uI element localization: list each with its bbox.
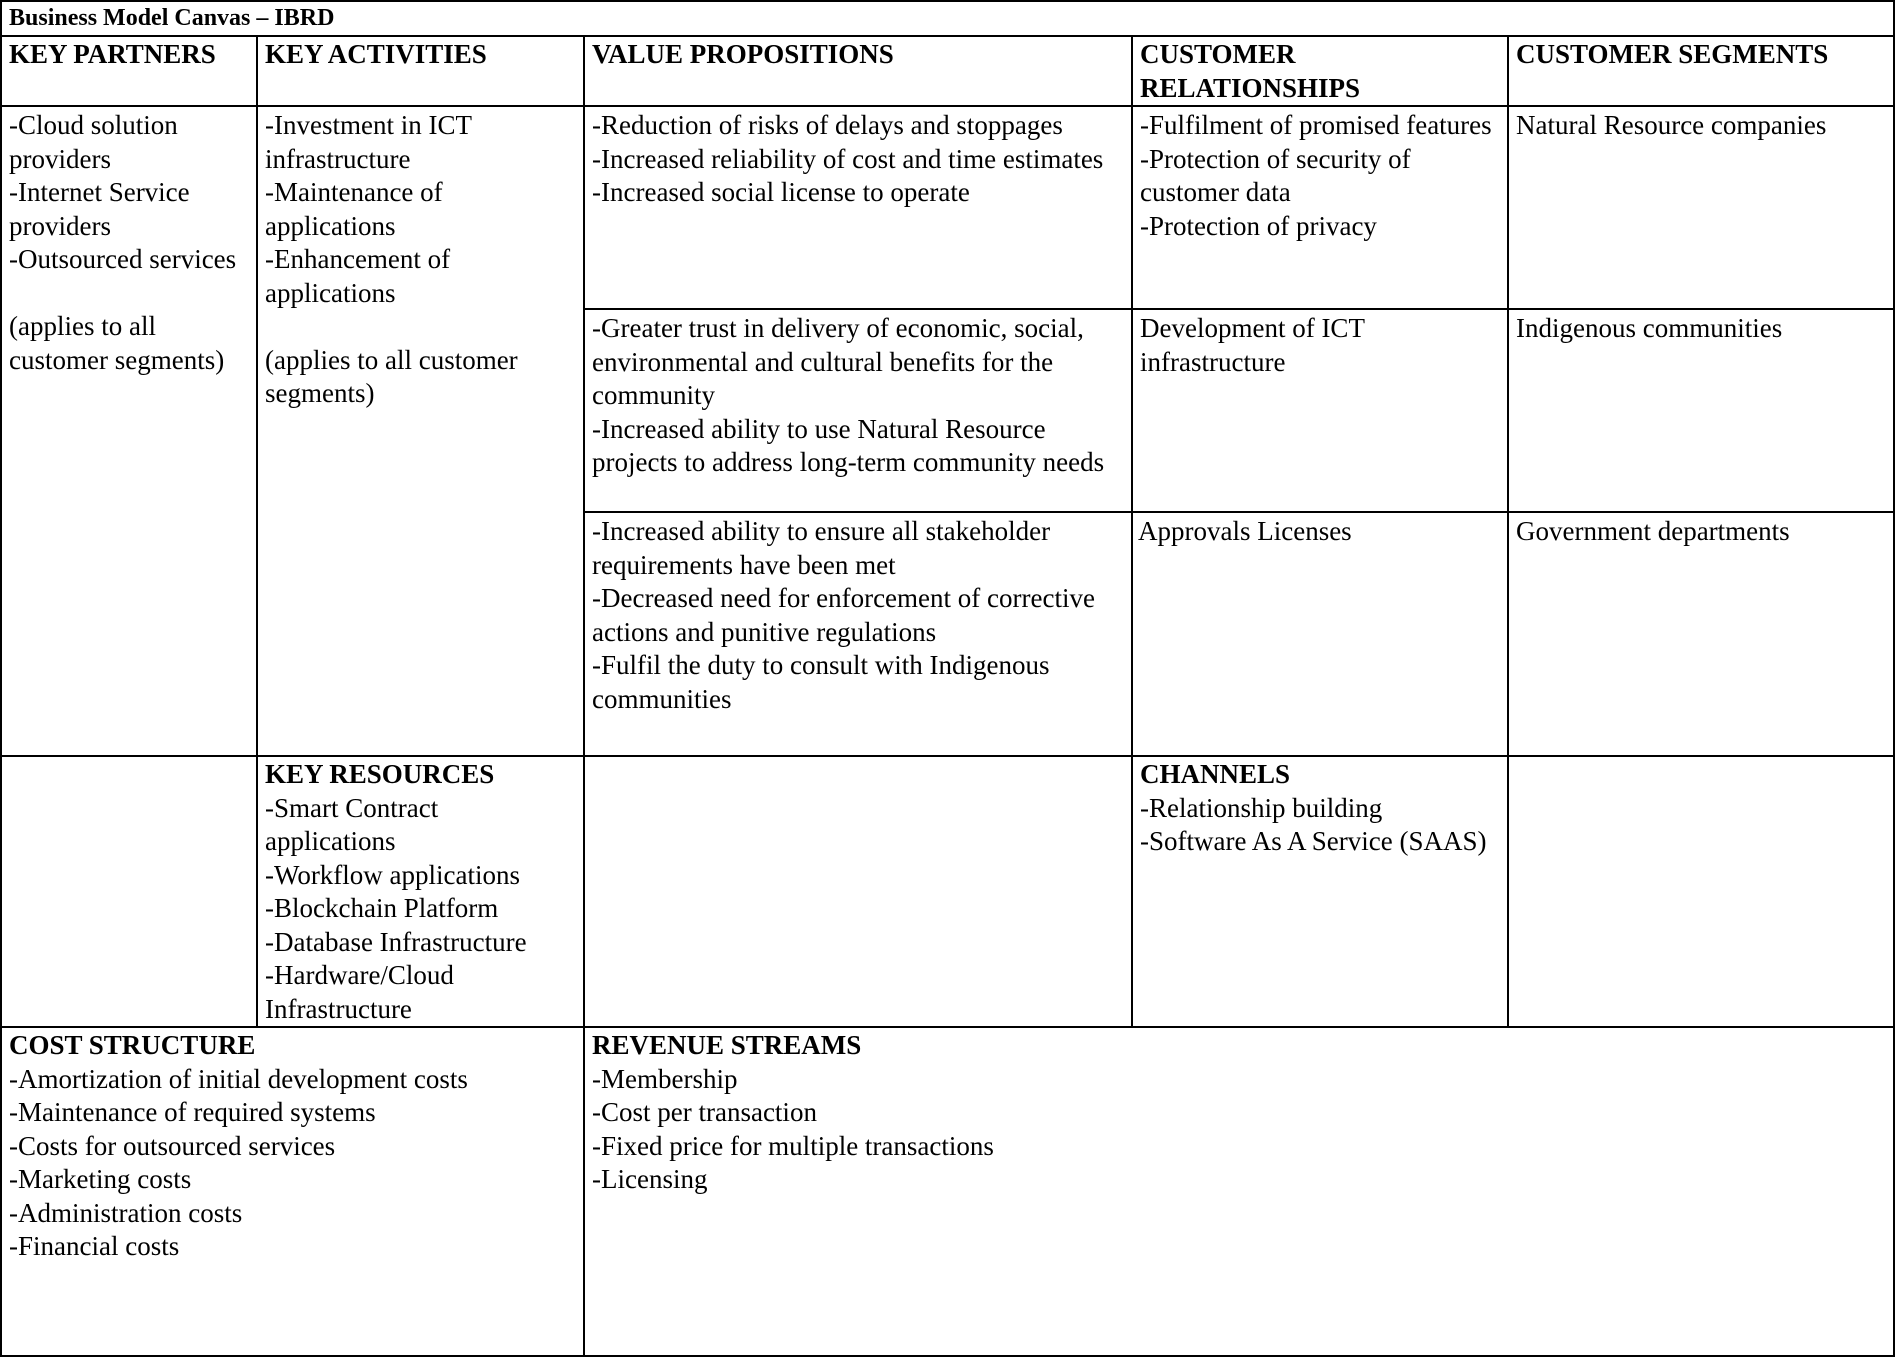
cost-structure-header: COST STRUCTURE bbox=[9, 1030, 256, 1060]
border-bottom bbox=[0, 1355, 1895, 1357]
value-propositions-row-3 bbox=[584, 513, 1131, 755]
key-resources-item: -Hardware/Cloud Infrastructure bbox=[265, 960, 461, 1024]
key-resources-item: -Workflow applications bbox=[265, 859, 521, 890]
divider-middle bbox=[0, 755, 1895, 757]
header-value-propositions: VALUE PROPOSITIONS bbox=[592, 39, 894, 69]
divider-col-1 bbox=[256, 36, 258, 1027]
cost-structure-cell bbox=[1, 1027, 583, 1355]
value-proposition-item: -Increased ability to ensure all stakeholder requirements have been met bbox=[592, 516, 1057, 580]
border-right bbox=[1893, 0, 1895, 1357]
value-proposition-item: -Reduction of risks of delays and stoppages bbox=[592, 110, 1063, 140]
cost-structure-item: -Maintenance of required systems bbox=[9, 1097, 376, 1127]
revenue-streams-cell bbox=[584, 1027, 1893, 1355]
customer-relationships-row-2 bbox=[1132, 310, 1507, 511]
divider-row-1 bbox=[583, 308, 1895, 310]
key-resources-item: -Blockchain Platform bbox=[265, 893, 499, 923]
key-activities-item: -Maintenance of applications bbox=[265, 177, 450, 241]
revenue-streams-item: -Membership bbox=[592, 1063, 738, 1094]
channels-header: CHANNELS bbox=[1140, 759, 1291, 789]
key-activities-cell bbox=[257, 107, 583, 755]
key-resources-item: -Smart Contract applications bbox=[265, 792, 445, 856]
channels-item: -Relationship building bbox=[1140, 792, 1383, 823]
border-left bbox=[0, 0, 2, 1357]
divider-col-4 bbox=[1507, 36, 1509, 1027]
customer-relationship-item: Development of ICT infrastructure bbox=[1140, 313, 1372, 377]
revenue-streams-item: -Cost per transaction bbox=[592, 1097, 817, 1127]
cost-structure-item: -Administration costs bbox=[9, 1197, 243, 1228]
customer-relationship-item: -Protection of privacy bbox=[1140, 210, 1377, 241]
key-partners-item: -Outsourced services bbox=[9, 244, 237, 274]
key-resources-cell bbox=[257, 756, 583, 1026]
divider-bottom-section bbox=[0, 1026, 1895, 1028]
value-proposition-item: -Fulfil the duty to consult with Indigenous communities bbox=[592, 650, 1057, 714]
divider-row-2 bbox=[583, 511, 1895, 513]
customer-relationship-item: Approvals Licenses bbox=[1138, 516, 1352, 546]
divider-col-2 bbox=[583, 36, 585, 1357]
cost-structure-item: -Marketing costs bbox=[9, 1164, 192, 1194]
divider-col-3 bbox=[1131, 36, 1133, 1027]
revenue-streams-item: -Licensing bbox=[592, 1164, 708, 1194]
customer-segment-label: Indigenous communities bbox=[1516, 313, 1783, 343]
revenue-streams-header: REVENUE STREAMS bbox=[592, 1030, 862, 1060]
key-partners-cell bbox=[1, 107, 256, 755]
key-partners-note: (applies to all customer segments) bbox=[9, 311, 225, 375]
key-resources-header: KEY RESOURCES bbox=[265, 759, 495, 789]
value-proposition-item: -Increased social license to operate bbox=[592, 177, 970, 207]
customer-relationships-row-1 bbox=[1132, 107, 1507, 308]
key-partners-item: -Cloud solution providers bbox=[9, 110, 185, 174]
border-top bbox=[0, 0, 1895, 2]
customer-segment-row-1 bbox=[1508, 107, 1893, 308]
key-activities-item: -Enhancement of applications bbox=[265, 244, 457, 308]
divider-title bbox=[0, 35, 1895, 37]
customer-segment-row-3 bbox=[1508, 513, 1893, 755]
customer-relationships-row-3 bbox=[1132, 513, 1507, 755]
cost-structure-item: -Financial costs bbox=[9, 1231, 180, 1261]
header-customer-segments: CUSTOMER SEGMENTS bbox=[1516, 39, 1829, 69]
cost-structure-item: -Amortization of initial development costs bbox=[9, 1063, 468, 1094]
cost-structure-item: -Costs for outsourced services bbox=[9, 1130, 336, 1161]
value-proposition-item: -Increased ability to use Natural Resource projects to address long-term community needs bbox=[592, 413, 1105, 477]
divider-headers bbox=[0, 105, 1895, 107]
customer-relationship-item: -Protection of security of customer data bbox=[1140, 143, 1418, 207]
customer-segment-label: Government departments bbox=[1516, 516, 1790, 546]
channels-item: -Software As A Service (SAAS) bbox=[1140, 826, 1487, 856]
key-activities-note: (applies to all customer segments) bbox=[265, 344, 525, 408]
key-activities-item: -Investment in ICT infrastructure bbox=[265, 110, 479, 174]
channels-cell bbox=[1132, 756, 1507, 1026]
header-key-partners: KEY PARTNERS bbox=[9, 39, 216, 69]
customer-segment-row-2 bbox=[1508, 310, 1893, 511]
customer-relationship-item: -Fulfilment of promised features bbox=[1140, 110, 1492, 140]
value-propositions-row-1 bbox=[584, 107, 1131, 308]
revenue-streams-item: -Fixed price for multiple transactions bbox=[592, 1130, 994, 1161]
value-proposition-item: -Increased reliability of cost and time estimates bbox=[592, 143, 1104, 174]
canvas-title: Business Model Canvas – IBRD bbox=[9, 5, 335, 31]
value-proposition-item: -Greater trust in delivery of economic, social, environmental and cultural benefits for the community bbox=[592, 313, 1091, 410]
key-partners-item: -Internet Service providers bbox=[9, 177, 197, 241]
value-propositions-row-2 bbox=[584, 310, 1131, 511]
value-proposition-item: -Decreased need for enforcement of corrective actions and punitive regulations bbox=[592, 583, 1102, 647]
header-customer-relationships: CUSTOMER RELATIONSHIPS bbox=[1140, 39, 1361, 103]
key-resources-item: -Database Infrastructure bbox=[265, 926, 527, 957]
customer-segment-label: Natural Resource companies bbox=[1516, 110, 1827, 140]
header-key-activities: KEY ACTIVITIES bbox=[265, 39, 487, 69]
